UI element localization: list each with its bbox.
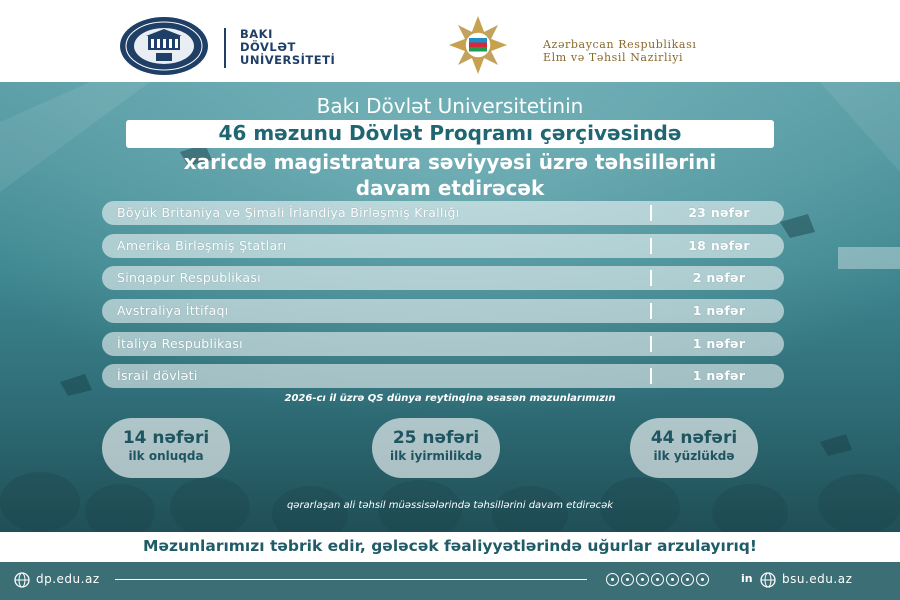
footer-link-right[interactable]: bsu.edu.az xyxy=(782,572,853,586)
country-row xyxy=(102,299,784,323)
whatsapp-icon[interactable] xyxy=(696,573,709,586)
ranking-label: ilk iyirmilikdə xyxy=(390,449,482,463)
row-divider xyxy=(650,238,652,254)
country-count: 1 nəfər xyxy=(692,303,746,319)
country-name: Böyük Britaniya və Şimali İrlandiya Birləşmiş Krallığı xyxy=(117,205,460,220)
country-row xyxy=(102,234,784,258)
country-name: Sinqapur Respublikası xyxy=(117,270,261,286)
country-count: 2 nəfər xyxy=(692,270,746,286)
row-divider xyxy=(650,368,652,384)
ministry-name xyxy=(543,38,803,64)
country-row xyxy=(102,332,784,356)
country-name: İsrail dövləti xyxy=(117,368,198,384)
ranking-count: 25 nəfəri xyxy=(392,428,480,448)
country-count: 18 nəfər xyxy=(688,237,750,253)
ranking-count: 14 nəfəri xyxy=(122,428,210,448)
country-name: İtaliya Respublikası xyxy=(117,335,243,351)
country-count: 1 nəfər xyxy=(692,368,746,384)
ranking-badge xyxy=(630,418,758,478)
congrats-message: Məzunlarımızı təbrik edir, gələcək fəaliyyətlərində uğurlar arzulayırıq! xyxy=(143,537,757,555)
ministry-name-line: Elm və Təhsil Nazirliyi xyxy=(543,51,684,64)
footer-link-left[interactable]: dp.edu.az xyxy=(36,572,100,586)
youtube-icon[interactable] xyxy=(636,573,649,586)
country-count: 23 nəfər xyxy=(688,205,750,220)
university-seal-icon xyxy=(118,16,210,76)
linkedin-icon[interactable]: in xyxy=(741,572,753,585)
ranking-badge xyxy=(102,418,230,478)
globe-icon xyxy=(14,572,30,588)
university-name-line: DÖVLƏT xyxy=(240,40,296,54)
tiktok-icon[interactable] xyxy=(651,573,664,586)
ranking-badge xyxy=(372,418,500,478)
globe-icon xyxy=(760,572,776,588)
ranking-label: ilk onluqda xyxy=(128,449,204,463)
ranking-label: ilk yüzlükdə xyxy=(653,449,735,463)
title-highlight: 46 məzunu Dövlət Proqramı çərçivəsində xyxy=(218,121,682,145)
social-icons xyxy=(606,573,709,587)
country-name: Amerika Birləşmiş Ştatları xyxy=(117,237,287,253)
azerbaijan-emblem-icon xyxy=(432,14,524,76)
ranking-count: 44 nəfəri xyxy=(650,428,738,448)
title-line: davam etdirəcək xyxy=(355,176,545,200)
facebook-icon[interactable] xyxy=(606,573,619,586)
ministry-name-line: Azərbaycan Respublikası xyxy=(543,38,697,51)
header-divider xyxy=(224,28,226,68)
x-icon[interactable] xyxy=(681,573,694,586)
country-row xyxy=(102,201,784,225)
country-row xyxy=(102,364,784,388)
instagram-icon[interactable] xyxy=(621,573,634,586)
footer-divider xyxy=(115,579,587,580)
country-list xyxy=(102,201,784,397)
row-divider xyxy=(650,270,652,286)
country-row xyxy=(102,266,784,290)
title-line: xaricdə magistratura səviyyəsi üzrə təhsillərini xyxy=(183,150,717,174)
country-name: Avstraliya İttifaqı xyxy=(117,303,229,319)
university-name-line: BAKI xyxy=(240,27,273,41)
country-count: 1 nəfər xyxy=(692,335,746,351)
university-name xyxy=(240,28,380,67)
university-name-line: UNİVERSİTETİ xyxy=(240,53,336,67)
title-line: Bakı Dövlət Universitetinin xyxy=(316,94,584,118)
row-divider xyxy=(650,205,652,221)
telegram-icon[interactable] xyxy=(666,573,679,586)
row-divider xyxy=(650,303,652,319)
row-divider xyxy=(650,336,652,352)
main-panel xyxy=(0,82,900,532)
qs-intro-text: 2026-cı il üzrə QS dünya reytinqinə əsasən məzunlarımızın xyxy=(284,393,616,404)
qs-outro-text: qərarlaşan ali təhsil müəssisələrində təhsillərini davam etdirəcək xyxy=(286,500,614,511)
